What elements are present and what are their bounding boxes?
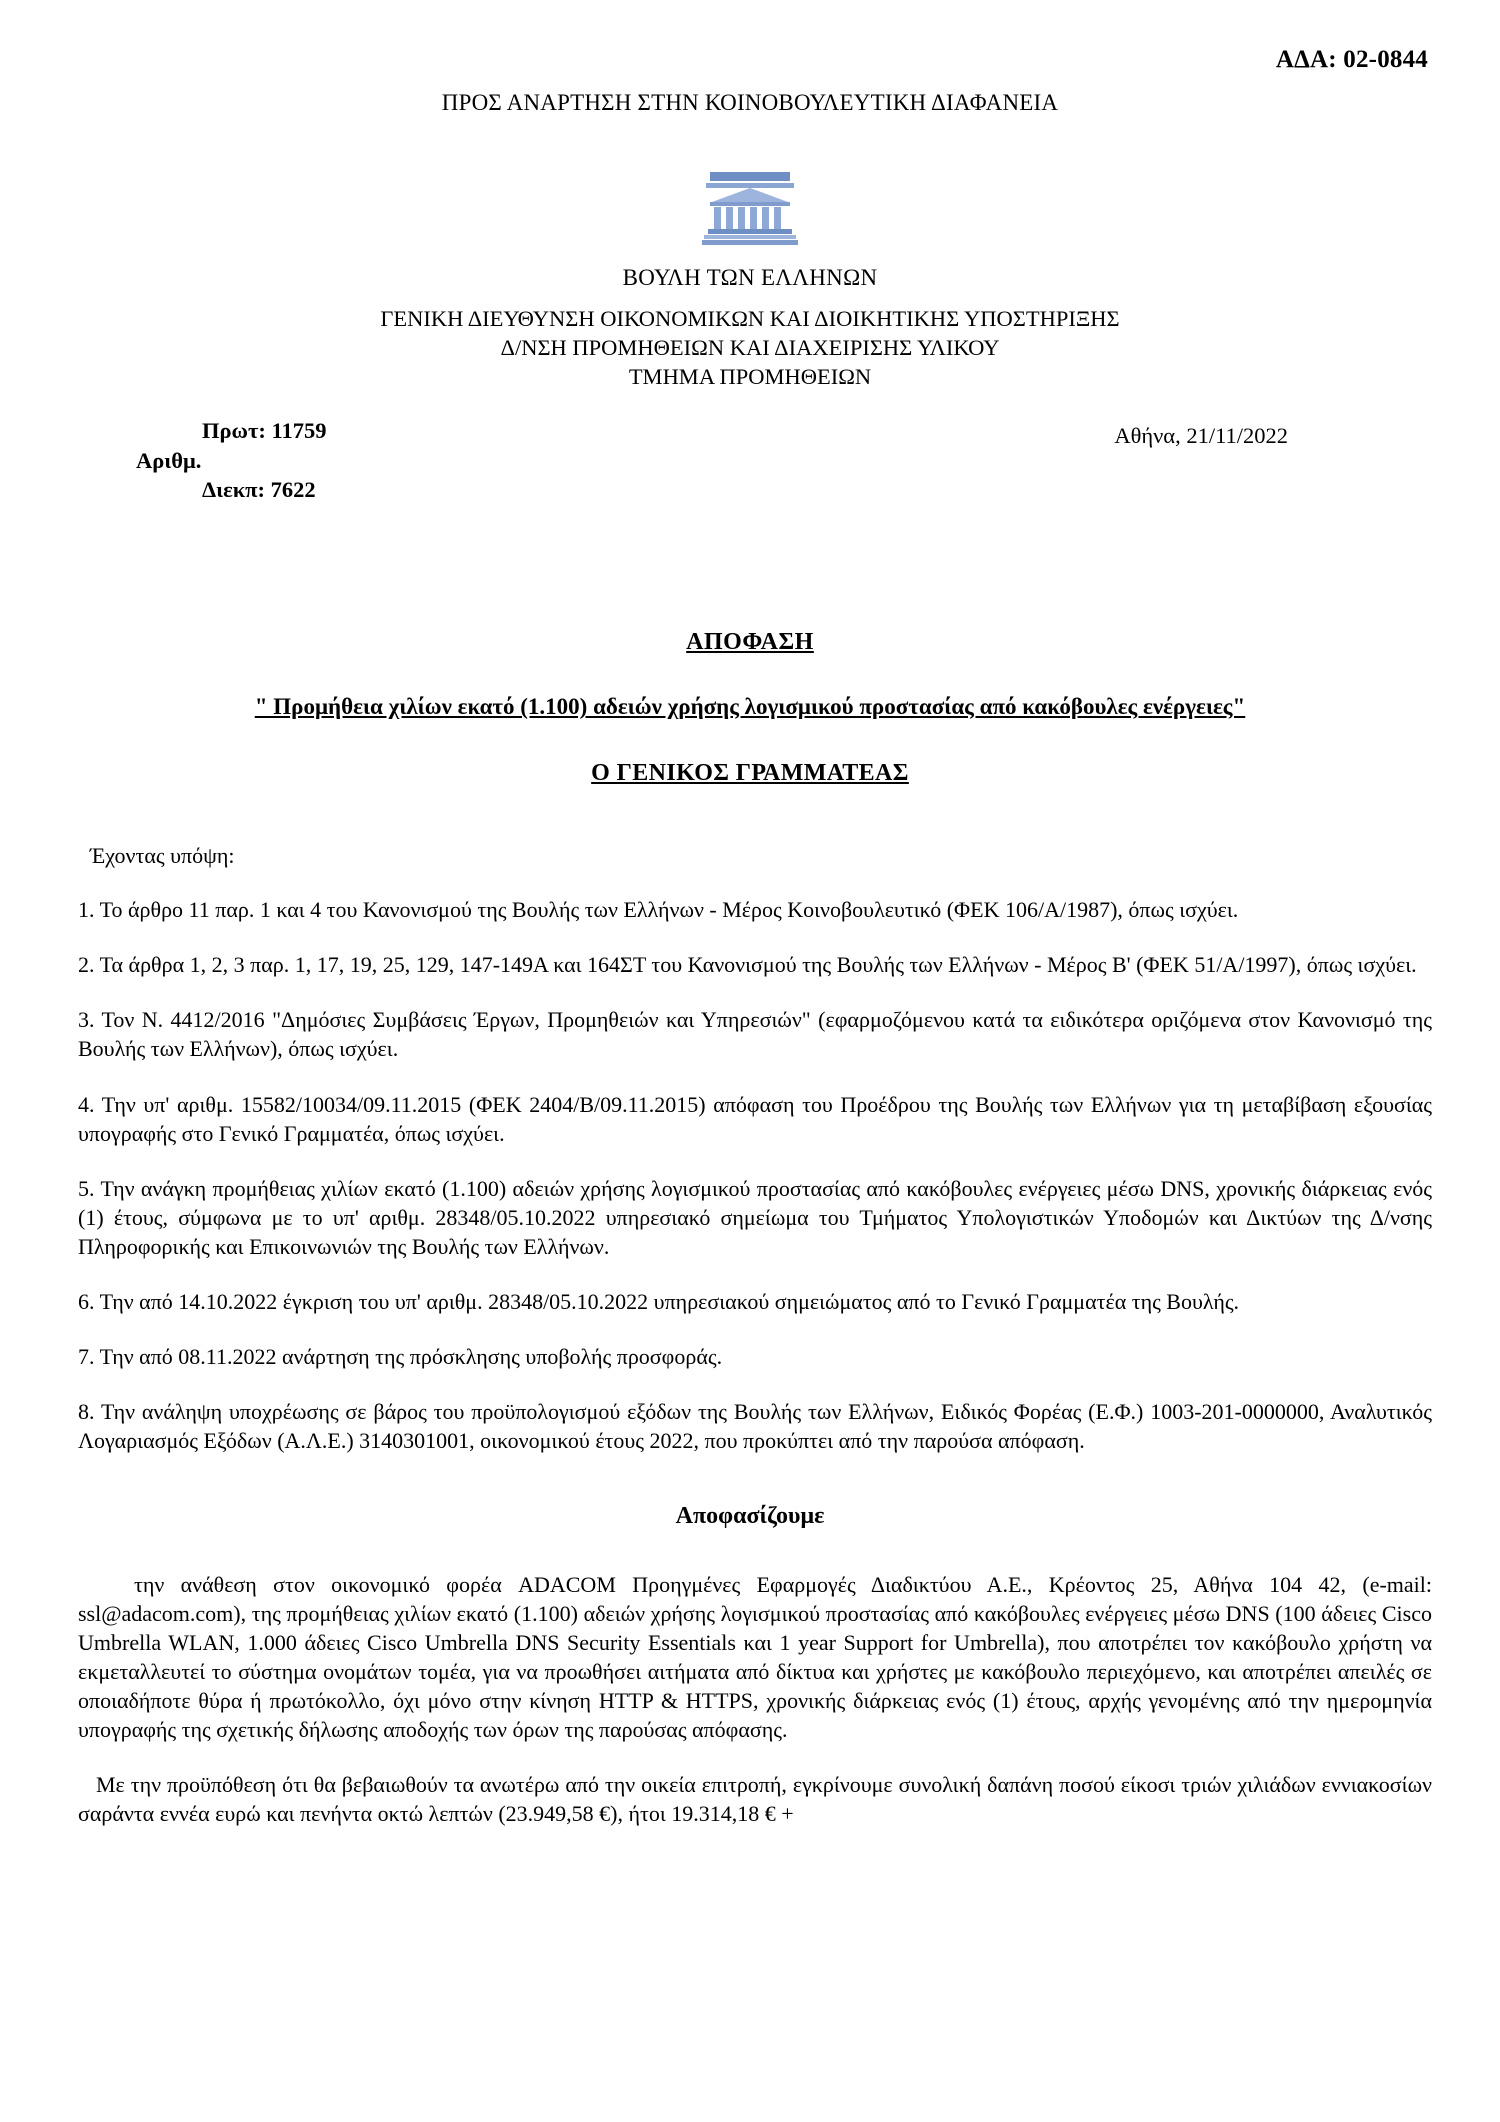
department-block xyxy=(62,305,1438,391)
decision-heading: ΑΠΟΦΑΣΗ xyxy=(686,629,814,656)
department-line-3: ΤΜΗΜΑ ΠΡΟΜΗΘΕΙΩΝ xyxy=(628,363,872,389)
clause-paragraph: 5. Την ανάγκη προμήθειας χιλίων εκατό (1.100) αδειών χρήσης λογισμικού προστασίας από κακόβουλες ενέργειες μέσω DNS, χρονικής διάρκειας ενός (1) έτους, σύμφωνα με το υπ' αριθμ. 28348/05.10.2022 υπηρεσιακό σημείωμα του Τμήματος Υπολογιστικών Υποδομών και Δικτύων της Δ/νσης Πληροφορικής και Επικοινωνιών της Βουλής των Ελλήνων. xyxy=(78,1175,1432,1259)
clause-paragraph: 4. Την υπ' αριθμ. 15582/10034/09.11.2015 (ΦΕΚ 2404/Β/09.11.2015) απόφαση του Προέδρου της Βουλής των Ελλήνων για τη μεταβίβαση εξουσίας υπογραφής στο Γενικό Γραμματέα, όπως ισχύει. xyxy=(78,1091,1432,1146)
ada-code: ΑΔΑ: 02-0844 xyxy=(1275,46,1428,73)
signer-heading: Ο ΓΕΝΙΚΟΣ ΓΡΑΜΜΑΤΕΑΣ xyxy=(591,760,909,787)
place-and-date: Αθήνα, 21/11/2022 xyxy=(1114,423,1288,449)
clause-paragraph: 7. Την από 08.11.2022 ανάρτηση της πρόσκλησης υποβολής προσφοράς. xyxy=(78,1343,723,1369)
decision-paragraph: Με την προϋπόθεση ότι θα βεβαιωθούν τα ανωτέρω από την οικεία επιτροπή, εγκρίνουμε συνολική δαπάνη ποσού είκοσι τριών χιλιάδων εννιακοσίων σαράντα εννέα ευρώ και πενήντα οκτώ λεπτών (23.949,58 €), ήτοι 19.314,18 € + xyxy=(78,1771,1432,1827)
protocol-label: Αριθμ. xyxy=(136,448,202,474)
protocol-block xyxy=(62,417,1438,509)
clause-paragraph: 1. Το άρθρο 11 παρ. 1 και 4 του Κανονισμού της Βουλής των Ελλήνων - Μέρος Κοινοβουλευτικό (ΦΕΚ 106/Α/1987), όπως ισχύει. xyxy=(78,897,1239,923)
having-regard-label: Έχοντας υπόψη: xyxy=(90,843,235,869)
publication-note: ΠΡΟΣ ΑΝΑΡΤΗΣΗ ΣΤΗΝ ΚΟΙΝΟΒΟΥΛΕΥΤΙΚΗ ΔΙΑΦΑΝΕΙΑ xyxy=(441,90,1059,115)
department-line-1: ΓΕΝΙΚΗ ΔΙΕΥΘΥΝΣΗ ΟΙΚΟΝΟΜΙΚΩΝ ΚΑΙ ΔΙΟΙΚΗΤΙΚΗΣ ΥΠΟΣΤΗΡΙΞΗΣ xyxy=(380,306,1120,331)
hellenic-parliament-emblem-icon xyxy=(696,166,804,252)
dispatch-number: Διεκπ: 7622 xyxy=(202,477,316,503)
protocol-number: Πρωτ: 11759 xyxy=(202,418,327,444)
clause-paragraph: 8. Την ανάληψη υποχρέωσης σε βάρος του προϋπολογισμού εξόδων της Βουλής των Ελλήνων, Ειδικός Φορέας (Ε.Φ.) 1003-201-0000000, Αναλυτικός Λογαριασμός Εξόδων (Α.Λ.Ε.) 3140301001, οικονομικού έτους 2022, που προκύπτει από την παρούσα απόφαση. xyxy=(78,1398,1432,1453)
department-line-2: Δ/ΝΣΗ ΠΡΟΜΗΘΕΙΩΝ ΚΑΙ ΔΙΑΧΕΙΡΙΣΗΣ ΥΛΙΚΟΥ xyxy=(500,334,1000,360)
subject-heading: " Προμήθεια χιλίων εκατό (1.100) αδειών χρήσης λογισμικού προστασίας από κακόβουλες ενέργειες" xyxy=(254,694,1246,720)
clause-paragraph: 2. Τα άρθρα 1, 2, 3 παρ. 1, 17, 19, 25, 129, 147-149Α και 164ΣΤ του Κανονισμού της Βουλής των Ελλήνων - Μέρος Β' (ΦΕΚ 51/Α/1997), όπως ισχύει. xyxy=(78,952,1417,978)
emblem-container xyxy=(62,166,1438,252)
decide-heading: Αποφασίζουμε xyxy=(675,1502,825,1529)
clause-paragraph: 6. Την από 14.10.2022 έγκριση του υπ' αριθμ. 28348/05.10.2022 υπηρεσιακού σημειώματος από το Γενικό Γραμματέα της Βουλής. xyxy=(78,1288,1240,1314)
decision-paragraph: την ανάθεση στον οικονομικό φορέα ADACOM Προηγμένες Εφαρμογές Διαδικτύου Α.Ε., Κρέοντος 25, Αθήνα 104 42, (e-mail: ssl@adacom.com), της προμήθειας χιλίων εκατό (1.100) αδειών χρήσης λογισμικού προστασίας από κακόβουλες ενέργειες μέσω DNS (100 άδειες Cisco Umbrella WLAN, 1.000 άδειες Cisco Umbrella DNS Security Essentials και 1 year Support for Umbrella), που αποτρέπει τον κακόβουλο χρήστη να εκμεταλλευτεί το σύστημα ονομάτων τομέα, για να προωθήσει αιτήματα από δίκτυα και χρήστες με κακόβουλο περιεχόμενο, και αποτρέπει απειλές σε οποιαδήποτε θύρα ή πρωτόκολλο, όχι μόνο στην κίνηση HTTP & HTTPS, χρονικής διάρκειας ενός (1) έτους, αρχής γενομένης από την ημερομηνία υπογραφής της σχετικής δήλωσης αποδοχής των όρων της παρούσας απόφασης. xyxy=(78,1571,1432,1742)
organization-name: ΒΟΥΛΗ ΤΩΝ ΕΛΛΗΝΩΝ xyxy=(622,265,878,290)
clause-paragraph: 3. Τον Ν. 4412/2016 "Δημόσιες Συμβάσεις Έργων, Προμηθειών και Υπηρεσιών" (εφαρμοζόμενου κατά τα ειδικότερα οριζόμενα στον Κανονισμό της Βουλής των Ελλήνων), όπως ισχύει. xyxy=(78,1007,1432,1062)
